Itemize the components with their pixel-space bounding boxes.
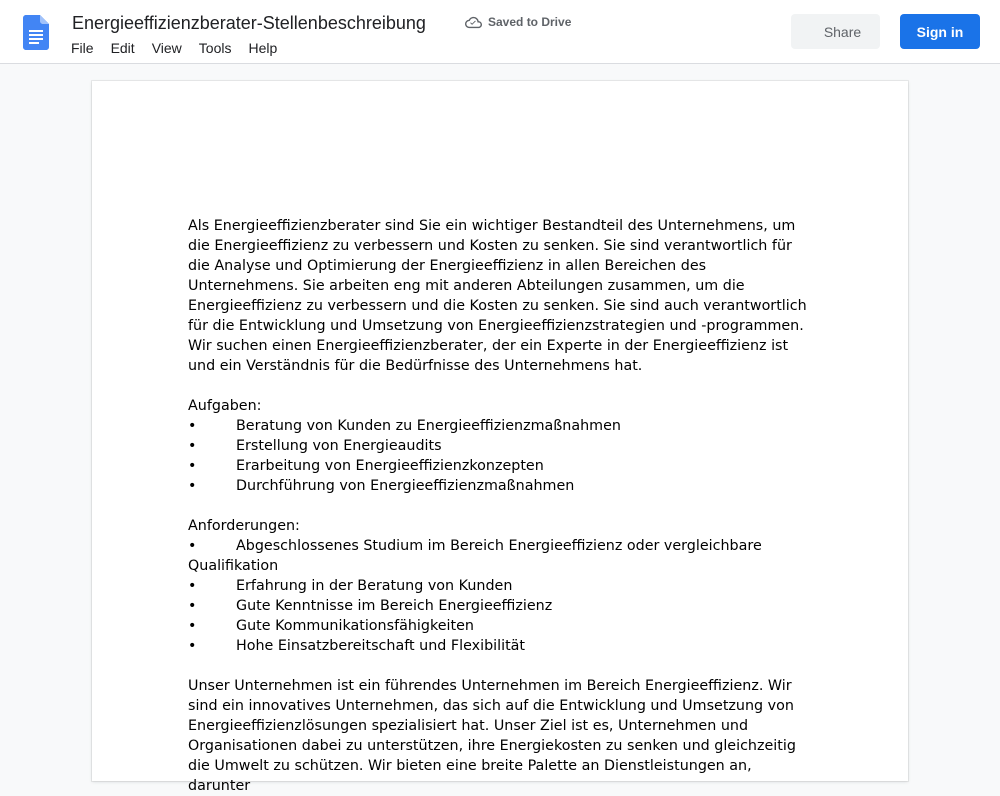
document-body[interactable] [188, 216, 814, 796]
list-item [188, 616, 814, 636]
list-item-text: Beratung von Kunden zu Energieeffizienzmaßnahmen [236, 418, 621, 434]
sign-in-button[interactable]: Sign in [900, 14, 980, 49]
bullet-icon: • [188, 598, 197, 614]
bullet-icon: • [188, 418, 197, 434]
list-item [188, 456, 814, 476]
bullet-icon: • [188, 638, 197, 654]
closing-paragraph: Unser Unternehmen ist ein führendes Unternehmen im Bereich Energieeffizienz. Wir sind ein innovatives Unternehmen, das sich auf die Entwicklung und Umsetzung von Energieeffizienzlösungen spezialisiert hat. Unser Ziel ist es, Unternehmen und Organisationen dabei zu unterstützen, ihre Energiekosten zu senken und gleichzeitig die Umwelt zu schützen. Wir bieten eine breite Palette an Dienstleistungen an, darunter [188, 678, 796, 794]
document-page[interactable] [92, 81, 908, 794]
list-item [188, 416, 814, 436]
menu-file[interactable]: File [71, 40, 94, 56]
blank-line [188, 656, 814, 676]
bullet-icon: • [188, 618, 197, 634]
list-item [188, 476, 814, 496]
list-item-text: Hohe Einsatzbereitschaft und Flexibilität [236, 638, 526, 654]
list-item-text: Gute Kommunikationsfähigkeiten [236, 618, 474, 634]
list-item-continuation: Qualifikation [188, 558, 279, 574]
save-status[interactable] [465, 13, 571, 31]
list-item [188, 576, 814, 596]
bullet-icon: • [188, 458, 197, 474]
document-title[interactable]: Energieeffizienzberater-Stellenbeschreibung [72, 13, 426, 33]
list-item [188, 596, 814, 616]
bullet-icon: • [188, 578, 197, 594]
top-bar [0, 0, 1000, 64]
menu-edit[interactable]: Edit [110, 40, 135, 56]
tasks-heading: Aufgaben: [188, 398, 262, 414]
bullet-icon: • [188, 538, 197, 554]
bullet-icon: • [188, 438, 197, 454]
intro-paragraph: Als Energieeffizienzberater sind Sie ein wichtiger Bestandteil des Unternehmens, um die Energieeffizienz zu verbessern und Kosten zu senken. Sie sind verantwortlich für die Analyse und Optimierung der Energieeffizienz in allen Bereichen des Unternehmens. Sie arbeiten eng mit anderen Abteilungen zusammen, um die Energieeffizienz zu verbessern und die Kosten zu senken. Sie sind auch verantwortlich für die Entwicklung und Umsetzung von Energieeffizienzstrategien und -programmen. Wir suchen einen Energieeffizienzberater, der ein Experte in der Energieeffizienz ist und ein Verständnis für die Bedürfnisse des Unternehmens hat. [188, 218, 807, 374]
menu-tools[interactable]: Tools [198, 40, 232, 56]
menu-view[interactable]: View [151, 40, 182, 56]
share-button[interactable]: Share [791, 14, 880, 49]
list-item-text: Erstellung von Energieaudits [236, 438, 442, 454]
list-item-text: Erfahrung in der Beratung von Kunden [236, 578, 513, 594]
menu-bar [71, 39, 294, 57]
list-item-text: Erarbeitung von Energieeffizienzkonzepten [236, 458, 544, 474]
cloud-done-icon [465, 14, 482, 31]
list-item [188, 436, 814, 456]
save-status-label: Saved to Drive [488, 15, 572, 29]
blank-line [188, 376, 814, 396]
list-item [188, 536, 814, 556]
list-item-text: Gute Kenntnisse im Bereich Energieeffizienz [236, 598, 553, 614]
blank-line [188, 496, 814, 516]
requirements-heading: Anforderungen: [188, 518, 300, 534]
list-item-text: Abgeschlossenes Studium im Bereich Energieeffizienz oder vergleichbare [236, 538, 762, 554]
google-docs-icon[interactable] [23, 15, 49, 50]
list-item-text: Durchführung von Energieeffizienzmaßnahmen [236, 478, 575, 494]
list-item [188, 636, 814, 656]
menu-help[interactable]: Help [248, 40, 278, 56]
bullet-icon: • [188, 478, 197, 494]
